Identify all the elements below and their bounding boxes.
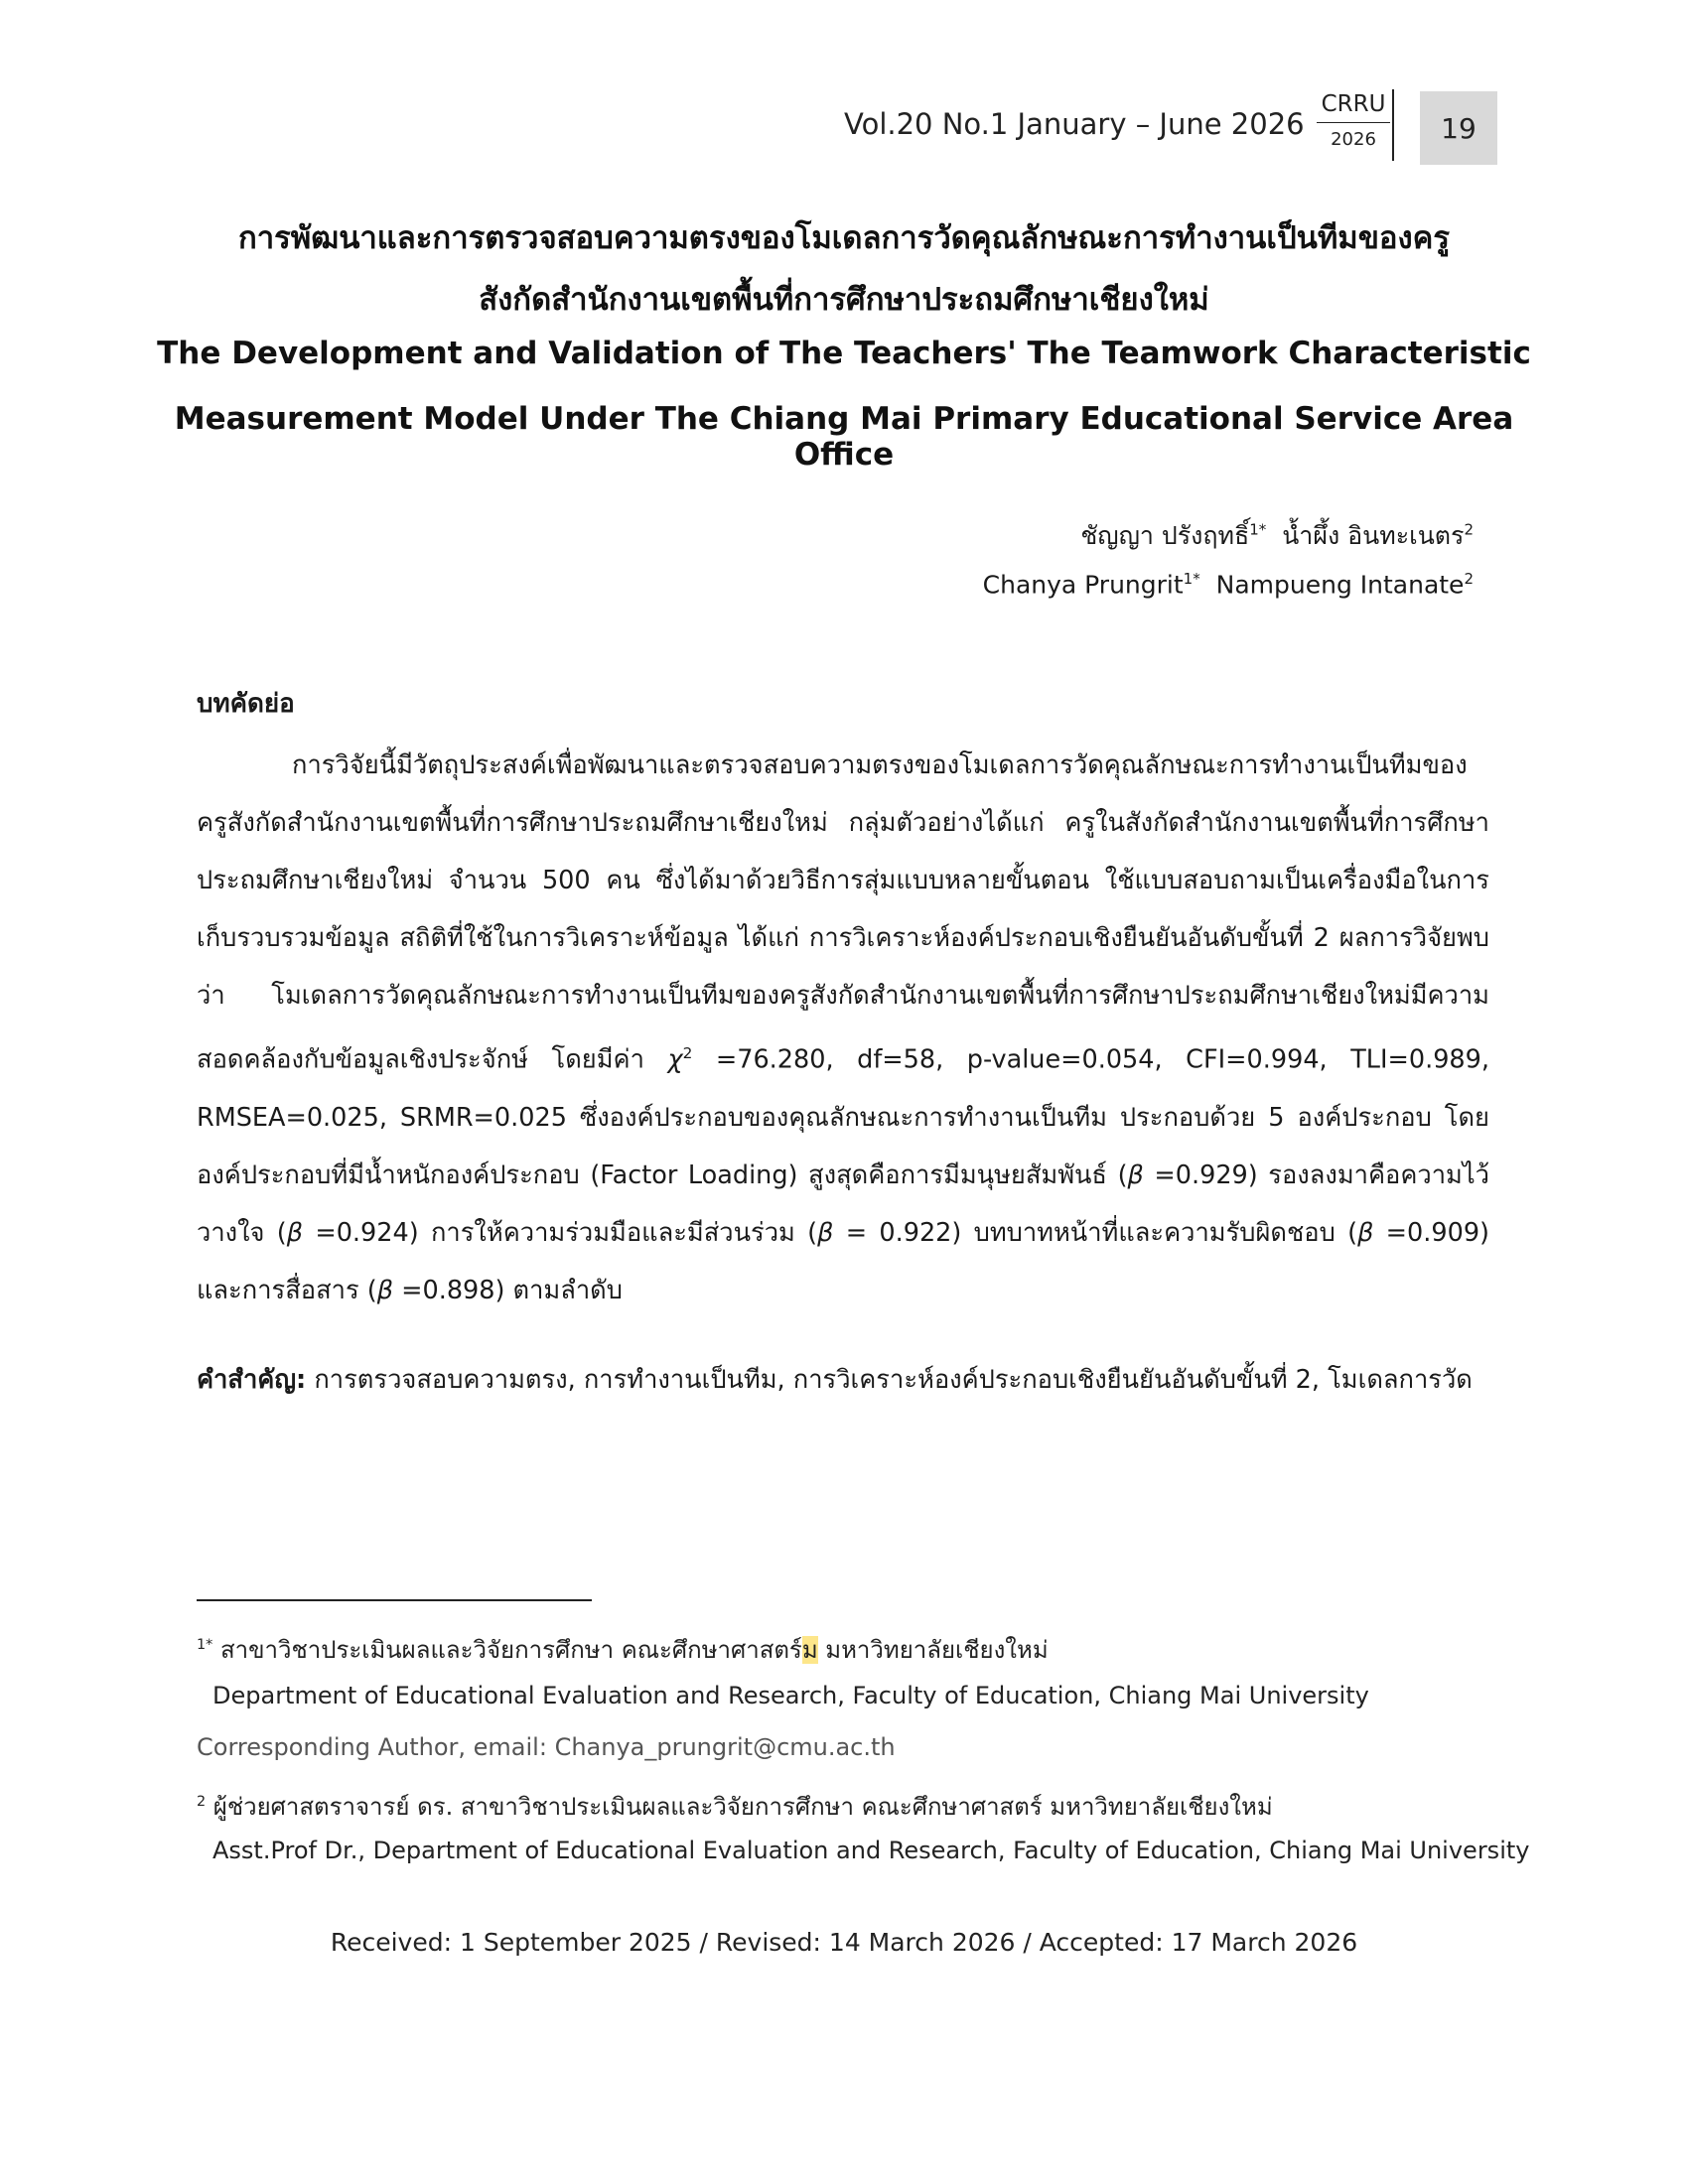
author-1-en-mark: 1* <box>1183 570 1200 588</box>
corresponding-author <box>197 1733 896 1761</box>
submission-dates: Received: 1 September 2025 / Revised: 14 March 2026 / Accepted: 17 March 2026 <box>330 1928 1358 1957</box>
page-number: 19 <box>1420 91 1497 165</box>
footnote-2-thai-text: ผู้ช่วยศาสตราจารย์ ดร. สาขาวิชาประเมินผลและวิจัยการศึกษา คณะศึกษาศาสตร์ มหาวิทยาลัยเชียงใหม่ <box>206 1793 1273 1821</box>
beta-symbol: β <box>1357 1217 1374 1248</box>
title-english-line2: Measurement Model Under The Chiang Mai Primary Educational Service Area Office <box>174 401 1514 473</box>
author-2-mark: 2 <box>1464 520 1474 539</box>
footnote-2-english: Asst.Prof Dr., Department of Educational Evaluation and Research, Faculty of Education, Chiang Mai University <box>212 1837 1530 1864</box>
running-header: Vol.20 No.1 January – June 2026 <box>844 107 1305 141</box>
footnote-2-mark: 2 <box>197 1794 207 1810</box>
journal-year: 2026 <box>1331 129 1376 150</box>
author-2-english: Nampueng Intanate <box>1215 570 1465 600</box>
footnote-rule <box>197 1599 592 1601</box>
chi-square-exponent: 2 <box>682 1044 693 1062</box>
footnote-2-thai <box>197 1787 1273 1826</box>
beta-value-2: =0.924) การให้ความร่วมมือและมีส่วนร่วม ( <box>303 1217 818 1248</box>
journal-name: CRRU <box>1317 91 1390 123</box>
author-2-en-mark: 2 <box>1464 570 1474 588</box>
footnote-1-thai <box>197 1630 1049 1669</box>
keywords <box>197 1360 1507 1400</box>
beta-symbol: β <box>817 1217 834 1248</box>
author-1-thai: ชัญญา ปรังฤทธิ์ <box>1080 521 1250 550</box>
authors-thai <box>1080 516 1474 556</box>
header-divider <box>1392 89 1394 161</box>
author-1-english: Chanya Prungrit <box>982 570 1184 600</box>
beta-value-1: =0.929) รองลงมาคือความไว้วางใจ ( <box>197 1160 1489 1248</box>
beta-symbol: β <box>286 1217 304 1248</box>
keywords-text: การตรวจสอบความตรง, การทำงานเป็นทีม, การวิเคราะห์องค์ประกอบเชิงยืนยันอันดับขั้นที่ 2, โมเดลการวัด <box>306 1365 1473 1395</box>
footnote-1-thai-text: สาขาวิชาประเมินผลและวิจัยการศึกษา คณะศึกษาศาสตร <box>212 1636 802 1664</box>
beta-value-5: =0.898) ตามลำดับ <box>393 1275 623 1305</box>
beta-symbol: β <box>376 1275 394 1305</box>
beta-value-4: =0.909) และการสื่อสาร ( <box>197 1217 1489 1305</box>
title-thai-line1: การพัฒนาและการตรวจสอบความตรงของโมเดลการวัดคุณลักษณะการทำงานเป็นทีมของครู <box>237 220 1451 256</box>
corresponding-email[interactable]: Chanya_prungrit@cmu.ac.th <box>554 1733 896 1761</box>
abstract-heading: บทคัดย่อ <box>197 689 295 719</box>
footnote-1-mark: 1* <box>197 1637 213 1653</box>
title-thai-line2: สังกัดสำนักงานเขตพื้นที่การศึกษาประถมศึกษาเชียงใหม่ <box>479 282 1209 318</box>
journal-mark <box>1317 91 1390 150</box>
abstract-text-2: =76.280, df=58, p-value=0.054, CFI=0.994, TLI=0.989, RMSEA=0.025, SRMR=0.025 ซึ่งองค์ประกอบของคุณลักษณะการทำงานเป็นทีม ประกอบด้วย 5 องค์ประกอบ โดยองค์ประกอบที่มีน้ำหนักองค์ประกอบ (Factor Loading) สูงสุดคือการมีมนุษยสัมพันธ์ ( <box>197 1044 1489 1190</box>
author-1-mark: 1* <box>1249 520 1267 539</box>
keywords-label: คำสำคัญ: <box>197 1365 307 1395</box>
chi-square-symbol: χ <box>667 1044 683 1075</box>
author-2-thai: น้ำผึ้ง อินทะเนตร <box>1282 521 1465 550</box>
authors-english <box>983 570 1474 599</box>
highlighted-text: ์ม <box>801 1636 818 1664</box>
footnote-1-thai-text-end: มหาวิทยาลัยเชียงใหม่ <box>817 1636 1049 1664</box>
corresponding-label: Corresponding Author, email: <box>197 1733 555 1761</box>
beta-symbol: β <box>1127 1160 1144 1190</box>
abstract-body <box>197 737 1489 1319</box>
beta-value-3: = 0.922) บทบาทหน้าที่และความรับผิดชอบ ( <box>833 1217 1358 1248</box>
abstract-text-1: การวิจัยนี้มีวัตถุประสงค์เพื่อพัฒนาและตรวจสอบความตรงของโมเดลการวัดคุณลักษณะการทำงานเป็นทีมของครูสังกัดสำนักงานเขตพื้นที่การศึกษาประถมศึกษาเชียงใหม่ กลุ่มตัวอย่างได้แก่ ครูในสังกัดสำนักงานเขตพื้นที่การศึกษาประถมศึกษาเชียงใหม่ จำนวน 500 คน ซึ่งได้มาด้วยวิธีการสุ่มแบบหลายขั้นตอน ใช้แบบสอบถามเป็นเครื่องมือในการเก็บรวบรวมข้อมูล สถิติที่ใช้ในการวิเคราะห์ข้อมูล ได้แก่ การวิเคราะห์องค์ประกอบเชิงยืนยันอันดับขั้นที่ 2 ผลการวิจัยพบว่า โมเดลการวัดคุณลักษณะการทำงานเป็นทีมของครูสังกัดสำนักงานเขตพื้นที่การศึกษาประถมศึกษาเชียงใหม่มีความสอดคล้องกับข้อมูลเชิงประจักษ์ โดยมีค่า <box>197 751 1489 1075</box>
footnote-1-english: Department of Educational Evaluation and Research, Faculty of Education, Chiang Mai University <box>212 1682 1369 1709</box>
title-english-line1: The Development and Validation of The Teachers' The Teamwork Characteristic <box>157 336 1531 371</box>
